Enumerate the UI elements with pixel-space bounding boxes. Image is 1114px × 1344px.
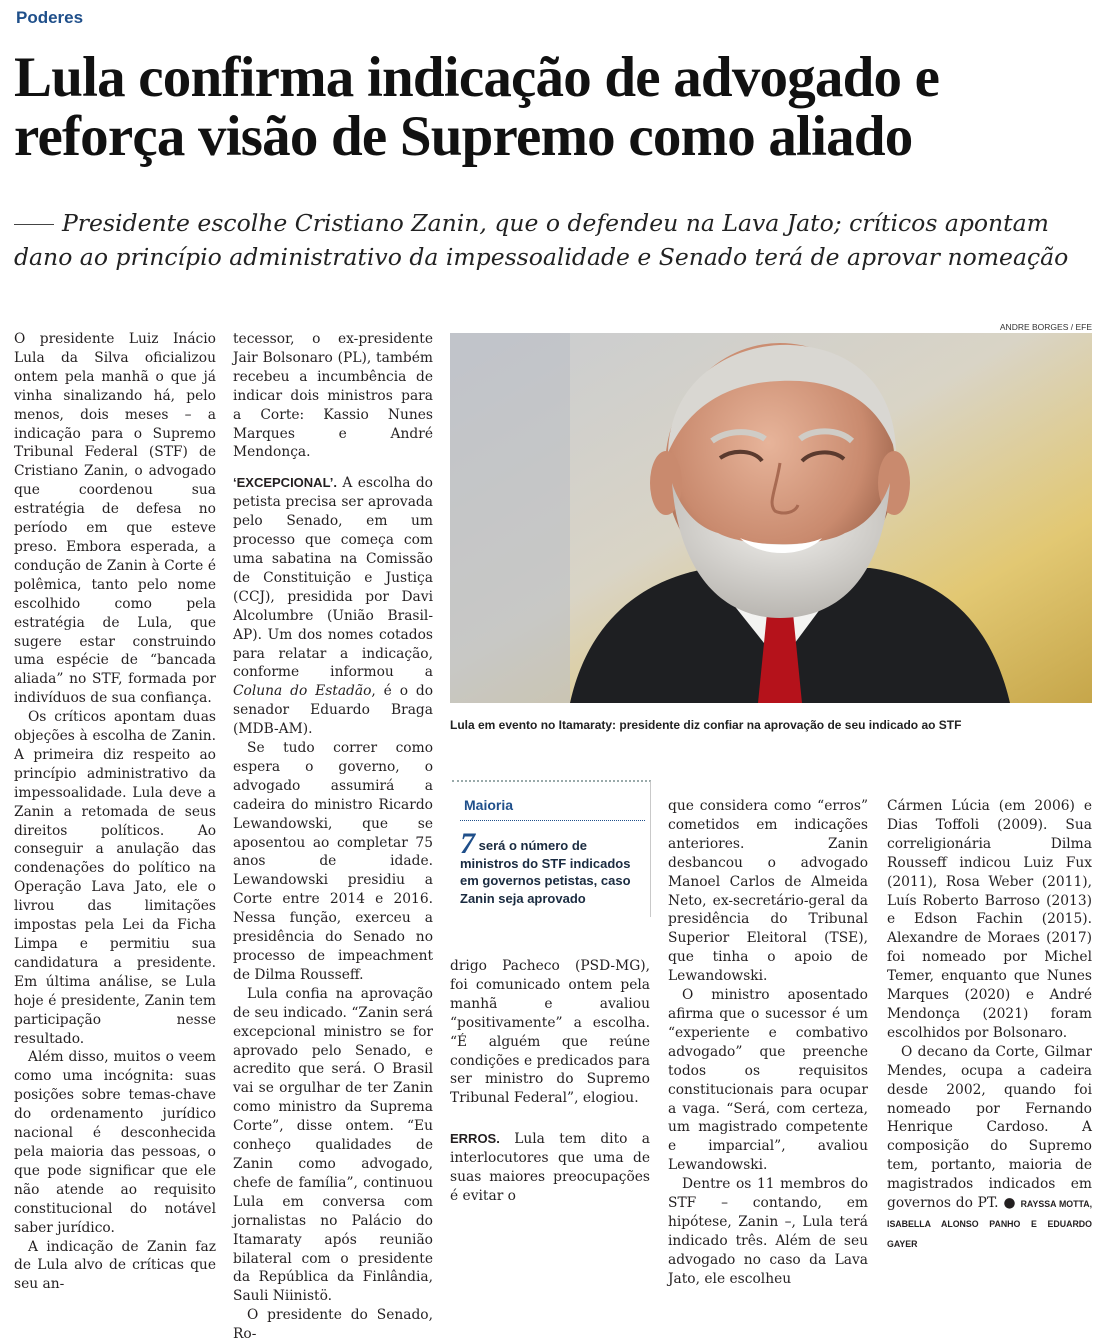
paragraph <box>887 1043 1092 1254</box>
subhead-kicker: ERROS. <box>450 1131 500 1146</box>
article-column-4 <box>668 797 868 1289</box>
paragraph: O presidente do Senado, Ro- <box>233 1307 433 1343</box>
photo-credit: ANDRE BORGES / EFE <box>999 322 1092 332</box>
article-column-3-erros <box>450 1130 650 1206</box>
standfirst-line-1 <box>14 206 1104 240</box>
paragraph: Se tudo correr como espera o governo, o advogado assumirá a cadeira do ministro Ricardo Lewandowski, que se aposentou ao completar 75 anos de idade. Lewandowski presidiu a Corte entre 2014 e 2016. Nessa função, exerceu a presidência do Senado no processo de impeachment de Dilma Rousseff. <box>233 740 433 983</box>
paragraph-text: O decano da Corte, Gilmar Mendes, ocupa a cadeira desde 2002, quando foi nomeado por Fernando Henrique Cardoso. A composição do Supremo tem, portanto, maioria de magistrados indicados em governos do PT. <box>887 1043 1092 1212</box>
article-column-5 <box>887 797 1092 1254</box>
paragraph: O ministro aposentado afirma que o sucessor é um “experiente e combativo advogado” que preenche todos os requisitos constitucionais para ocupar a vaga. “Será, com certeza, um magistrado competente e imparcial”, avaliou Lewandowski. <box>668 987 868 1174</box>
headline-line-2: reforça visão de Supremo como aliado <box>14 105 913 168</box>
portrait-image <box>450 333 1092 703</box>
subhead-kicker: ‘EXCEPCIONAL’. <box>233 475 338 491</box>
paragraph: Cármen Lúcia (em 2006) e Dias Toffoli (2009). Sua correligionária Dilma Rousseff indicou Luiz Fux (2011), Rosa Weber (2011), Luís Roberto Barroso (2013) e Edson Fachin (2015). Alexandre de Moraes (2017) foi nomeado por Michel Temer, enquanto que Nunes Marques (2020) e André Mendonça (2021) foram escolhidos por Bolsonaro. <box>887 798 1092 1041</box>
byline: RAYSSA MOTTA, ISABELLA ALONSO PANHO E EDUARDO GAYER <box>887 1199 1093 1249</box>
paragraph-text: A escolha do petista precisa ser aprovada pelo Senado, em um processo que começa com uma sabatina na Comissão de Constituição e Justiça (CCJ), presidida por Davi Alcolumbre (União Brasil-AP). Um dos nomes cotados para relatar a indicação, conforme informou a <box>233 475 433 681</box>
paragraph-erros <box>450 1130 650 1206</box>
standfirst-dash <box>14 224 54 225</box>
info-box-text <box>460 827 645 907</box>
paragraph: Os críticos apontam duas objeções à escolha de Zanin. A primeira diz respeito ao princípio administrativo da impessoalidade. Lula deve a Zanin a retomada de seus direitos políticos. Ao conseguir a anulação das condenações do político na Operação Lava Jato, ele o livrou das limitações impostas pela Lei da Ficha Limpa e permitiu sua candidatura a presidente. Em última análise, se Lula hoje é presidente, Zanin tem participação nesse resultado. <box>14 709 216 1047</box>
info-box-rule <box>460 820 645 821</box>
paragraph: tecessor, o ex-presidente Jair Bolsonaro (PL), também recebeu a incumbência de indicar dois ministros para a Corte: Kassio Nunes Marques e André Mendonça. <box>233 331 433 461</box>
paragraph: Além disso, muitos o veem como uma incógnita: suas posições sobre temas-chave do ordenamento jurídico nacional é desconhecida pela maioria das pessoas, o que pode significar que ele não atende ao requisito constitucional do notável saber jurídico. <box>14 1049 216 1236</box>
paragraph: Lula confia na aprovação de seu indicado. “Zanin será excepcional ministro se for aprovado pelo Senado, e acredito que será. O Brasil vai se orgulhar de ter Zanin como ministro da Suprema Corte”, disse ontem. “Eu conheço qualidades de Zanin como advogado, chefe de família”, continuou Lula em conversa com jornalistas no Palácio do Itamaraty após reunião bilateral com o presidente da República da Finlândia, Sauli Niinistö. <box>233 985 433 1305</box>
info-box-number: 7 <box>460 827 475 860</box>
standfirst-line-1-text: Presidente escolhe Cristiano Zanin, que o defendeu na Lava Jato; críticos apontam <box>62 209 1049 237</box>
paragraph: A indicação de Zanin faz de Lula alvo de críticas que seu an- <box>14 1238 216 1293</box>
paragraph-text: Lula tem dito a interlocutores que uma de suas maiores preocupações é evitar o <box>450 1131 650 1204</box>
article-column-1 <box>14 330 216 1294</box>
info-box-body: será o número de ministros do STF indicados em governos petistas, caso Zanin seja aprovado <box>460 838 631 906</box>
paragraph: O presidente Luiz Inácio Lula da Silva oficializou ontem pela manhã o que já vinha sinalizando há, pelo menos, dois meses – a indicação para o Supremo Tribunal Federal (STF) de Cristiano Zanin, o advogado que coordenou sua estratégia de defesa no período em que esteve preso. Embora esperada, a condução de Zanin à Corte é polêmica, tanto pelo nome escolhido como pela estratégia de Lula, que sugere estar construindo uma espécie de “bancada aliada” no STF, formada por indivíduos de sua confiança. <box>14 331 216 707</box>
headline-line-1: Lula confirma indicação de advogado e <box>14 46 940 109</box>
section-label: Poderes <box>16 8 84 27</box>
paragraph: que considera como “erros” cometidos em indicações anteriores. Zanin desbancou o advogado Manoel Carlos de Almeida Neto, ex-secretário-geral da presidência do Tribunal Superior Eleitoral (TSE), que tinha o apoio de Lewandowski. <box>668 798 868 985</box>
photo-caption: Lula em evento no Itamaraty: presidente diz confiar na aprovação de seu indicado ao STF <box>450 718 962 732</box>
paragraph-excepcional <box>233 474 433 739</box>
lula-photo <box>450 333 1092 703</box>
paragraph-text: , é o do senador Eduardo Braga (MDB-AM). <box>233 683 433 738</box>
paragraph: Dentre os 11 membros do STF – contando, em hipótese, Zanin –, Lula terá indicado três. Além de seu advogado no caso da Lava Jato, ele escolheu <box>668 1176 868 1287</box>
info-box-maioria <box>452 780 651 917</box>
byline-bullet-icon: ● <box>1003 1195 1016 1212</box>
article-column-2 <box>233 330 433 1344</box>
column-name: Coluna do Estadão <box>233 683 372 700</box>
info-box-title: Maioria <box>464 797 514 813</box>
standfirst-line-2: dano ao princípio administrativo da impessoalidade e Senado terá de aprovar nomeação <box>14 243 1069 271</box>
article-column-3 <box>450 957 650 1108</box>
paragraph: drigo Pacheco (PSD-MG), foi comunicado ontem pela manhã e avaliou “positivamente” a escolha. “É alguém que reúne condições e predicados para ser ministro do Supremo Tribunal Federal”, elogiou. <box>450 958 650 1107</box>
headline <box>14 48 1104 166</box>
standfirst <box>14 206 1104 274</box>
